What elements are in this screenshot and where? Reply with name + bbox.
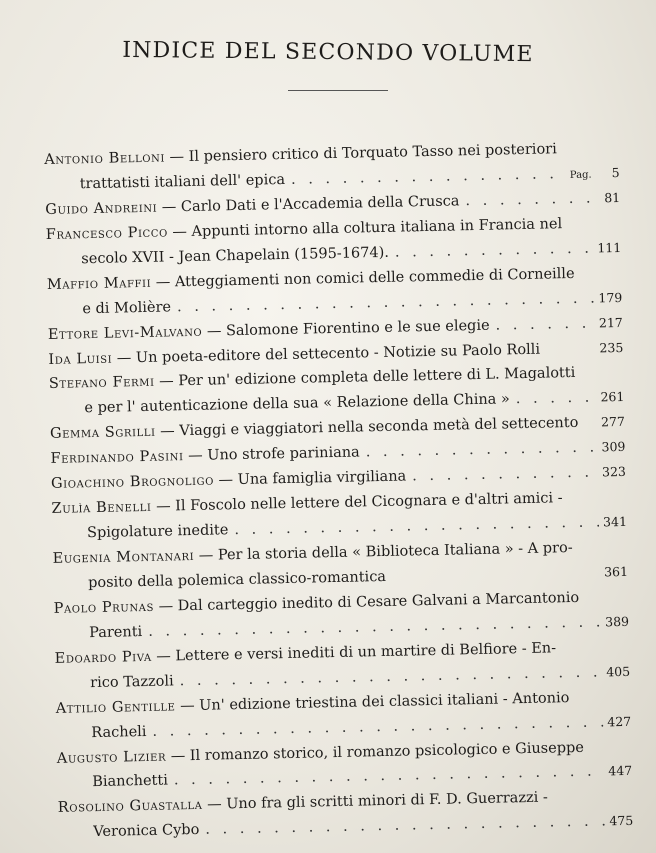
toc-page-number: 217 — [598, 314, 623, 330]
toc-page-number: 341 — [602, 513, 628, 530]
toc-page-number: 427 — [607, 713, 632, 729]
page-title: INDICE DEL SECONDO VOLUME — [122, 37, 534, 68]
toc-page-number: 111 — [597, 239, 622, 256]
toc-title: — Salomone Fiorentino e le sue elegie — [206, 317, 490, 340]
toc-author: Guido Andreini — [45, 199, 158, 218]
toc-author: Gemma Sgrilli — [49, 424, 156, 443]
toc-author: Francesco Picco — [45, 224, 168, 243]
toc-title: — Per un' edizione completa delle lettere di L. Magalotti — [159, 365, 576, 391]
toc-title: — Appunti intorno alla coltura italiana in Francia nel — [172, 215, 563, 241]
toc-title: — Viaggi e viaggiatori nella seconda metà del settecento — [160, 415, 579, 440]
toc-title: e di Molière — [82, 299, 172, 317]
toc-title: — Uno strofe pariniana — [188, 444, 360, 465]
toc-page-number: 235 — [599, 339, 624, 355]
toc-title: — Lettere e versi inediti di un martire di Belfiore - En- — [156, 640, 557, 665]
table-of-contents — [44, 136, 633, 846]
toc-title: — Il romanzo storico, il romanzo psicologico e Giuseppe — [170, 739, 585, 764]
toc-author: Paolo Prunas — [53, 598, 155, 617]
toc-author: Eugenia Montanari — [52, 547, 195, 567]
toc-title: — Il pensiero critico di Torquato Tasso nei posteriori — [169, 141, 557, 166]
toc-title: — Per la storia della « Biblioteca Italiana » - A pro- — [198, 540, 573, 564]
title-rule — [288, 90, 388, 91]
toc-author: Rosolino Guastalla — [57, 797, 203, 817]
toc-author: Maffio Maffii — [46, 274, 152, 293]
toc-author: Ettore Levi-Malvano — [47, 323, 203, 343]
toc-title: Veronica Cybo — [93, 822, 200, 841]
toc-page-number: 361 — [603, 563, 629, 580]
toc-title: secolo XVII - Jean Chapelain (1595-1674). — [81, 244, 390, 267]
toc-page-number: 309 — [601, 439, 626, 455]
toc-title: Parenti — [88, 623, 143, 641]
toc-title: Racheli — [91, 723, 147, 741]
pag-label: Pag. — [569, 169, 592, 181]
toc-author: Gioachino Brognoligo — [50, 472, 215, 493]
toc-page-number: 5 — [611, 164, 620, 181]
toc-title: — Atteggiamenti non comici delle commedie di Corneille — [155, 265, 575, 291]
toc-title: — Un poeta-editore del settecento - Notizie su Paolo Rolli — [116, 341, 541, 367]
toc-title: — Dal carteggio inedito di Cesare Galvani a Marcantonio — [158, 589, 580, 615]
toc-page-number: 323 — [601, 464, 627, 480]
toc-author: Antonio Belloni — [44, 149, 166, 168]
toc-title: — Una famiglia virgiliana — [218, 468, 407, 489]
toc-title: — Il Foscolo nelle lettere del Cicognara e d'altri amici - — [155, 490, 563, 515]
toc-title: posito della polemica classico-romantica — [87, 568, 387, 592]
toc-page-number: 261 — [600, 389, 625, 405]
toc-page-number: 475 — [609, 813, 634, 829]
toc-title: — Uno fra gli scritti minori di F. D. Guerrazzi - — [206, 789, 548, 814]
toc-title: — Carlo Dati e l'Accademia della Crusca — [161, 193, 460, 216]
toc-title: trattatisti italiani dell' epica — [79, 171, 286, 193]
toc-author: Ida Luisi — [48, 350, 113, 368]
toc-page-number: 389 — [605, 613, 630, 630]
toc-author: Augusto Lizier — [56, 748, 167, 767]
toc-author: Attilio Gentille — [55, 697, 176, 717]
toc-author: Edoardo Piva — [54, 648, 152, 667]
toc-title: e per l' autenticazione della sua « Relazione della China » — [84, 391, 511, 417]
toc-title: — Un' edizione triestina dei classici italiani - Antonio — [179, 689, 570, 714]
toc-author: Zulìa Benelli — [51, 498, 152, 518]
toc-page-number: 179 — [598, 289, 623, 306]
toc-page-number: 277 — [600, 414, 626, 430]
toc-author: Ferdinando Pasini — [50, 448, 184, 468]
toc-page-number: 447 — [608, 763, 633, 779]
toc-title: rico Tazzoli — [90, 673, 174, 691]
toc-page-number: 81 — [604, 189, 621, 206]
toc-author: Stefano Fermi — [48, 374, 155, 393]
toc-page-number: 405 — [606, 663, 631, 680]
toc-title: Spigolature inedite — [86, 522, 229, 542]
toc-title: Bianchetti — [92, 772, 169, 791]
toc-entry — [58, 784, 634, 846]
